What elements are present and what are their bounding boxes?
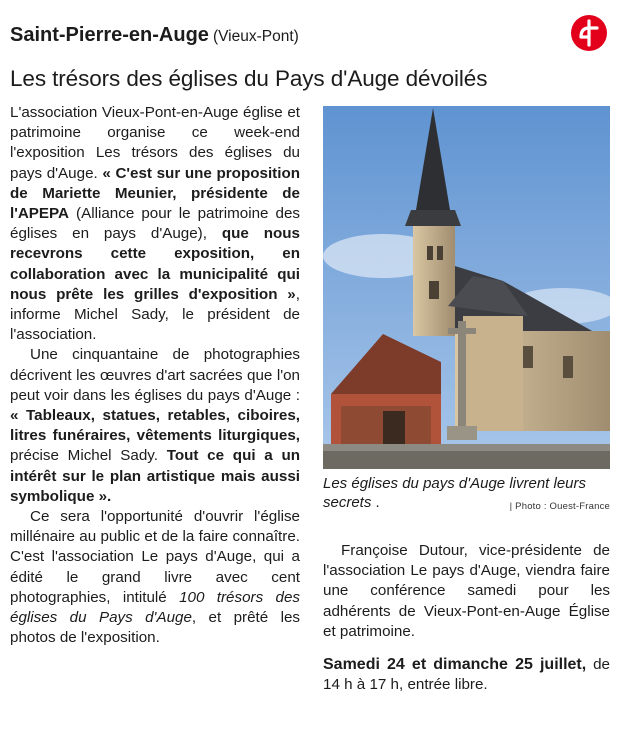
paragraph-4: Françoise Dutour, vice-présidente de l'association Le pays d'Auge, viendra faire une conférence samedi pour les adhérents de Vieux-Pont-en-Auge Église et patrimoine. (323, 542, 610, 640)
event-hours: de 14 h à 17 h, entrée libre. (323, 656, 610, 694)
paragraph-1 (10, 103, 300, 345)
text-run: L'association Vieux-Pont-en-Auge église et patrimoine organise ce week-end l'exposition Les trésors des églises du pays d'Auge. (10, 104, 300, 182)
quote-run: Tout ce qui a un intérêt sur le plan artistique mais aussi symbolique ». (10, 447, 300, 505)
paragraph-3 (10, 507, 300, 648)
quote-run: « C'est sur une proposition de Mariette Meunier, présidente de l'APEPA (10, 164, 300, 223)
text-run: Une cinquantaine de photographies décrivent les œuvres d'art sacrées que l'on peut voir dans les églises du pays d'Auge : (10, 346, 300, 404)
location-subtitle: (Vieux-Pont) (212, 28, 299, 45)
article-header (10, 24, 610, 52)
text-run: (Alliance pour le patrimoine des églises en pays d'Auge), (10, 205, 300, 243)
paragraph-2 (10, 345, 300, 507)
text-run: , et prêté les photos de l'exposition. (10, 609, 300, 647)
quote-run: que nous recevrons cette exposition, en collaboration avec la municipalité qui nous prête les grilles d'exposition » (10, 225, 300, 303)
location-title: Saint-Pierre-en-Auge (10, 24, 209, 46)
text-run: précise Michel Sady. (10, 447, 167, 465)
article-body-right (323, 541, 610, 695)
quote-run: « Tableaux, statues, retables, ciboires, litres funéraires, vêtements liturgiques, (10, 407, 300, 445)
article-body (10, 103, 300, 648)
article-headline: Les trésors des églises du Pays d'Auge dévoilés (10, 66, 488, 91)
text-run: , informe Michel Sady, le président de l'association. (10, 285, 300, 344)
photo-credit: | Photo : Ouest-France (509, 501, 610, 512)
ouest-france-logo (571, 15, 607, 51)
text-run: Ce sera l'opportunité d'ouvrir l'église millénaire au public et de la faire connaître. C'est l'association Le pays d'Auge, qui a édité le grand livre avec cent photographies, intitulé (10, 508, 300, 606)
caption-text: Les églises du pays d'Auge livrent leurs secrets (323, 475, 587, 511)
event-dates: Samedi 24 et dimanche 25 juillet, (323, 656, 587, 674)
caption-end: . (371, 494, 380, 511)
church-photo (323, 106, 610, 469)
book-title: 100 trésors des églises du Pays d'Auge (10, 588, 301, 627)
event-info (323, 655, 610, 695)
